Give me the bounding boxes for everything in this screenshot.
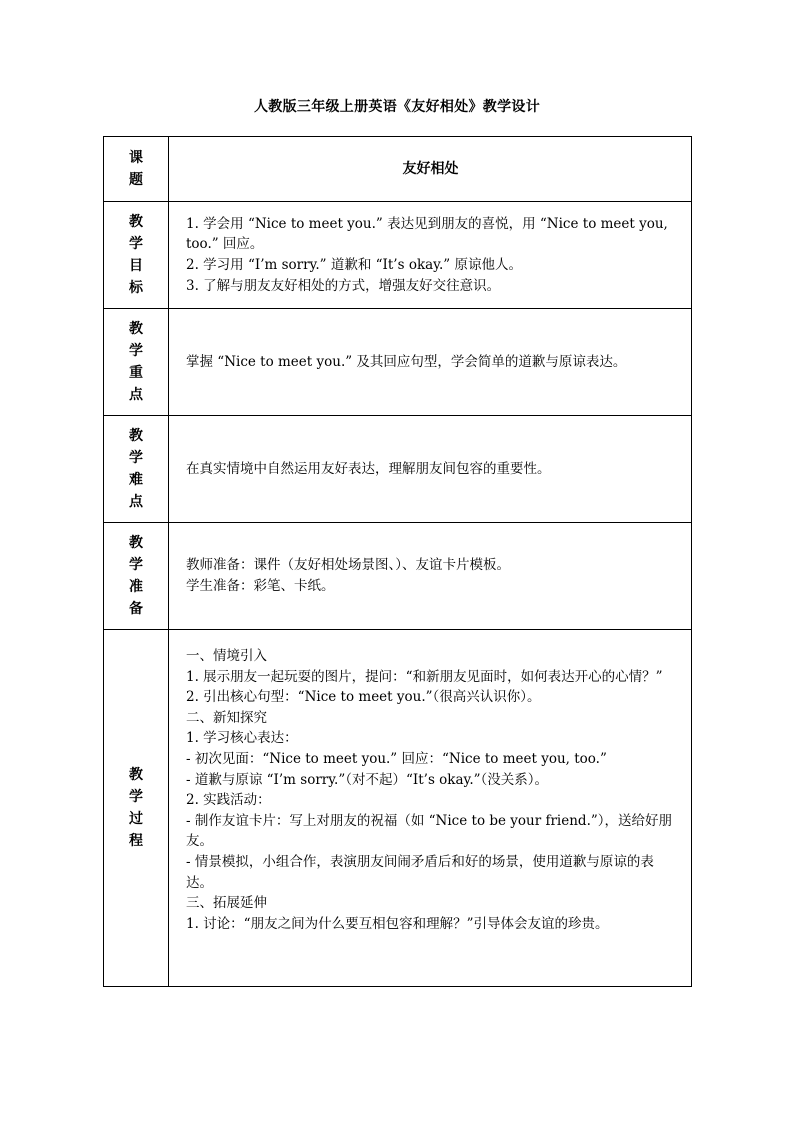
content-topic xyxy=(169,137,692,202)
label-topic: 课题 xyxy=(104,137,169,202)
row-difficulties xyxy=(104,416,692,523)
preparation-student: 学生准备：彩笔、卡纸。 xyxy=(186,578,335,594)
content-preparation xyxy=(169,523,692,630)
process-line-2: 1. 展示朋友一起玩耍的图片，提问：“和新朋友见面时，如何表达开心的心情？” xyxy=(186,668,663,685)
content-key-points xyxy=(169,309,692,416)
preparation-teacher: 教师准备：课件（友好相处场景图、）、友谊卡片模板。 xyxy=(186,557,510,574)
process-line-5: 1. 学习核心表达： xyxy=(186,730,298,747)
row-key-points xyxy=(104,309,692,416)
process-line-4: 二、新知探究 xyxy=(186,709,267,726)
process-line-12: 1. 讨论：“朋友之间为什么要互相包容和理解？”引导体会友谊的珍贵。 xyxy=(186,915,609,932)
label-difficulties: 教学难点 xyxy=(104,416,169,523)
lesson-plan-table xyxy=(103,136,692,987)
process-line-7: - 道歉与原谅 “I’m sorry.”（对不起）“It’s okay.”（没关系）。 xyxy=(186,771,549,788)
process-line-3: 2. 引出核心句型：“Nice to meet you.”（很高兴认识你）。 xyxy=(186,689,541,706)
row-objectives xyxy=(104,202,692,309)
objective-2: 2. 学习用 “I’m sorry.” 道歉和 “It’s okay.” 原谅他人。 xyxy=(186,257,522,273)
label-preparation: 教学准备 xyxy=(104,523,169,630)
content-process xyxy=(169,630,692,987)
label-process: 教学过程 xyxy=(104,630,169,987)
process-line-8: 2. 实践活动： xyxy=(186,792,271,809)
objective-1: 1. 学会用 “Nice to meet you.” 表达见到朋友的喜悦，用 “Nice to meet you, too.” 回应。 xyxy=(186,215,668,253)
objective-3: 3. 了解与朋友友好相处的方式，增强友好交往意识。 xyxy=(186,277,501,294)
document-title: 人教版三年级上册英语《友好相处》教学设计 xyxy=(254,99,540,115)
row-preparation xyxy=(104,523,692,630)
key-point-1: 掌握 “Nice to meet you.” 及其回应句型，学会简单的道歉与原谅表达。 xyxy=(186,353,627,370)
row-topic xyxy=(104,137,692,202)
process-line-6: - 初次见面：“Nice to meet you.” 回应：“Nice to meet you, too.” xyxy=(186,750,607,767)
row-process xyxy=(104,630,692,987)
label-objectives: 教学目标 xyxy=(104,202,169,309)
content-objectives xyxy=(169,202,692,309)
difficulty-1: 在真实情境中自然运用友好表达，理解朋友间包容的重要性。 xyxy=(186,460,551,477)
process-line-10: - 情景模拟，小组合作，表演朋友间闹矛盾后和好的场景，使用道歉与原谅的表达。 xyxy=(186,853,654,891)
label-key-points: 教学重点 xyxy=(104,309,169,416)
process-line-9: - 制作友谊卡片：写上对朋友的祝福（如 “Nice to be your friend.”），送给好朋友。 xyxy=(186,812,673,850)
process-line-1: 一、情境引入 xyxy=(186,648,267,664)
process-line-11: 三、拓展延伸 xyxy=(186,895,267,912)
topic-text: 友好相处 xyxy=(402,160,459,177)
content-difficulties xyxy=(169,416,692,523)
